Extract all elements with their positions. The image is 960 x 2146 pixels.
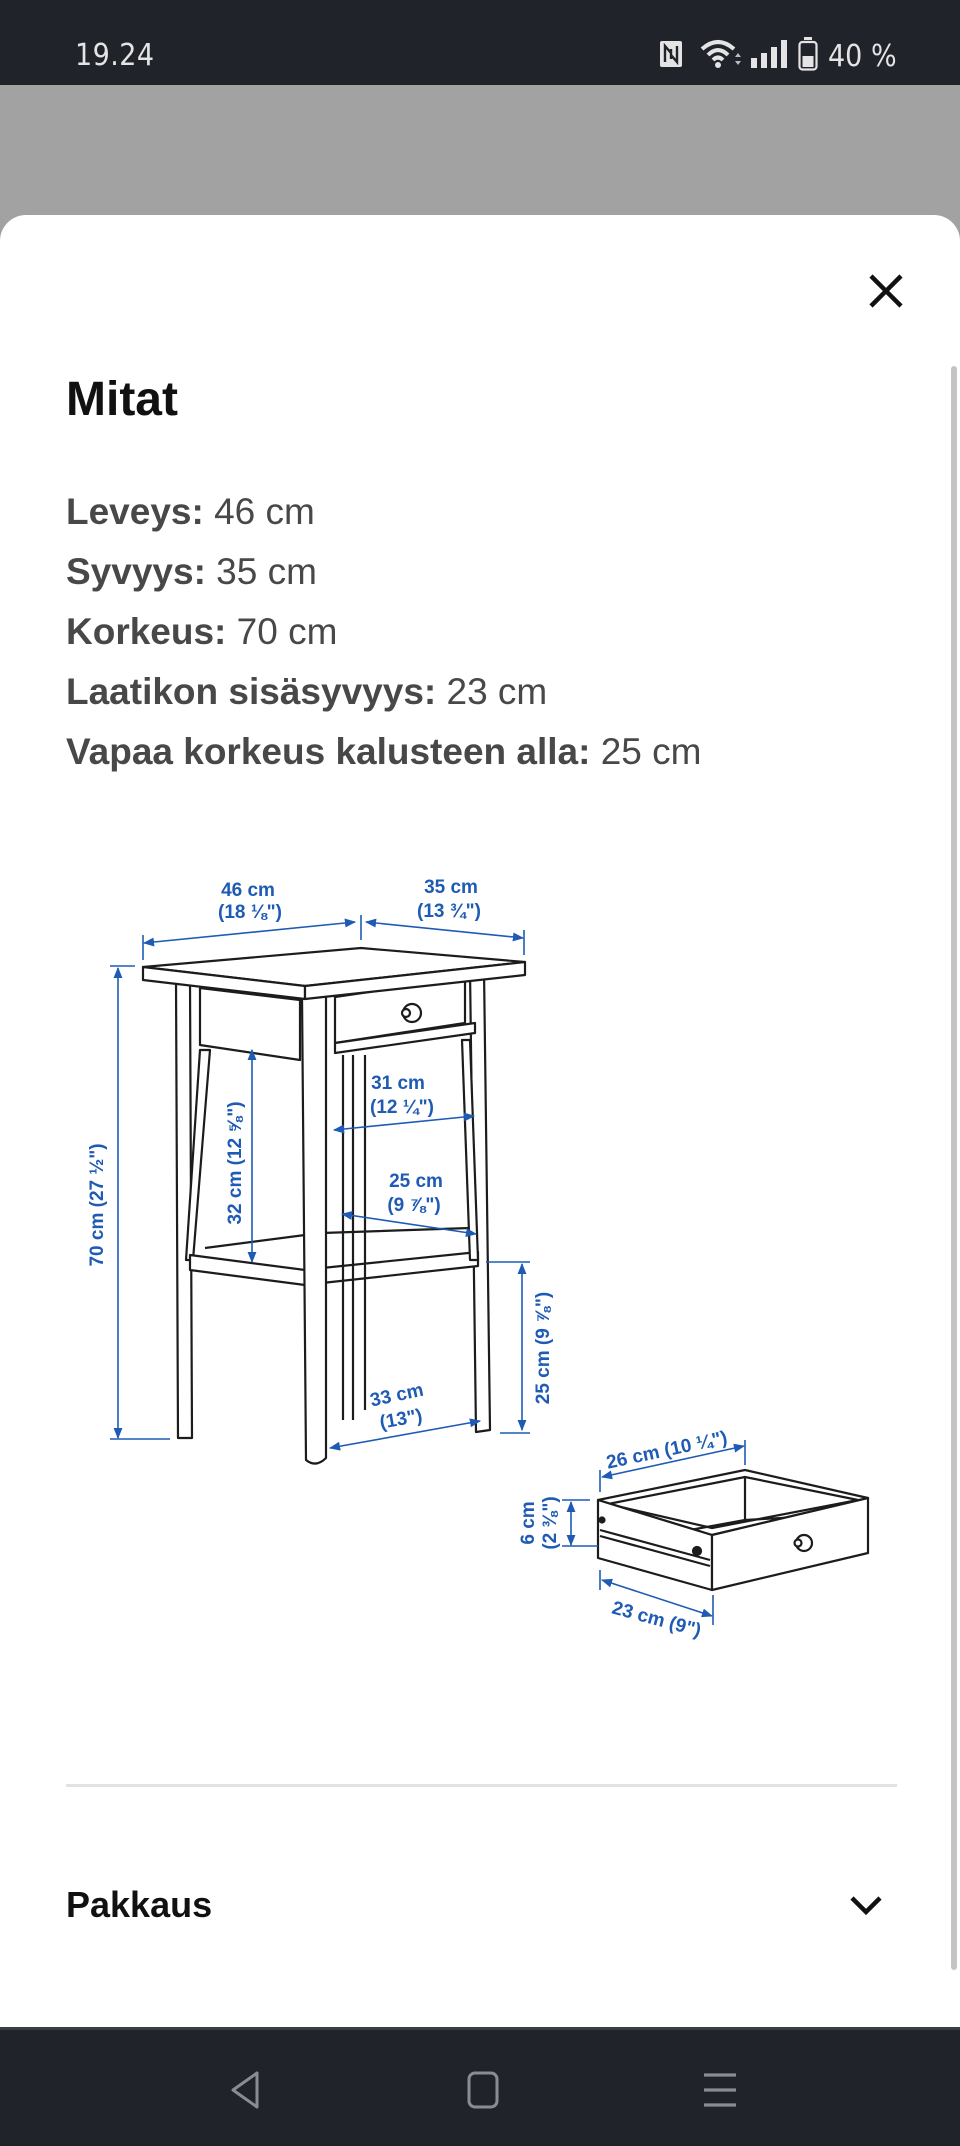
drawer-height-label: 6 cm (518, 1501, 539, 1545)
leg-span-inch-label: (13") (378, 1405, 424, 1434)
battery-icon (798, 37, 818, 76)
status-icons (660, 38, 904, 74)
home-icon (467, 2071, 499, 2109)
leg-span-label: 33 cm (368, 1379, 426, 1412)
dimension-item (66, 662, 702, 722)
dimension-value: 35 cm (216, 551, 317, 592)
inner-shelf-inch-label: (9 ⅞") (387, 1195, 441, 1216)
status-bar (0, 0, 960, 85)
wifi-icon (700, 39, 742, 74)
signal-icon (750, 40, 790, 73)
drawer-drawing (598, 1470, 868, 1590)
width-label: 46 cm (221, 880, 275, 901)
drawer-depth-label: 23 cm (9") (609, 1597, 704, 1642)
chevron-down-icon (849, 1894, 883, 1916)
shelf-gap-label: 32 cm (12 ⅝") (225, 1101, 246, 1225)
nfc-icon (660, 41, 682, 72)
dimension-item (66, 722, 702, 782)
dimension-label: Vapaa korkeus kalusteen alla: (66, 731, 591, 772)
height-label: 70 cm (27 ½") (87, 1143, 108, 1267)
width-inch-label: (18 ⅛") (218, 902, 282, 923)
dimension-value: 23 cm (446, 671, 548, 712)
home-button[interactable] (458, 2065, 508, 2115)
dimension-value: 70 cm (236, 611, 338, 652)
drawer-width-label: 26 cm (10 ¼") (604, 1427, 730, 1474)
inner-shelf-label: 25 cm (389, 1171, 443, 1192)
scrollbar[interactable] (951, 366, 957, 1970)
back-icon (229, 2071, 261, 2109)
depth-label: 35 cm (424, 877, 478, 898)
clearance-label: 25 cm (9 ⅞") (533, 1291, 554, 1405)
section-divider (66, 1784, 897, 1787)
drawer-height-inch-label: (2 ⅜") (540, 1496, 561, 1550)
dimension-label: Korkeus: (66, 611, 227, 652)
inner-upper-label: 31 cm (371, 1073, 425, 1094)
dimension-value: 25 cm (600, 731, 702, 772)
dimension-diagram (60, 830, 900, 1680)
dimension-label: Syvyys: (66, 551, 206, 592)
nightstand-drawing (143, 948, 525, 1464)
depth-inch-label: (13 ¾") (417, 901, 481, 922)
dimension-item (66, 542, 702, 602)
dimensions-list (66, 482, 702, 782)
close-button[interactable] (858, 263, 914, 319)
status-time: 19.24 (75, 38, 155, 73)
recents-button[interactable] (695, 2065, 745, 2115)
page-title: Mitat (66, 373, 178, 426)
dimension-value: 46 cm (214, 491, 315, 532)
dimension-label: Leveys: (66, 491, 204, 532)
dimension-label: Laatikon sisäsyvyys: (66, 671, 437, 712)
inner-upper-inch-label: (12 ¼") (370, 1097, 434, 1118)
close-icon (868, 273, 904, 309)
modal-backdrop[interactable] (0, 85, 960, 215)
packaging-accordion[interactable] (66, 1860, 897, 1950)
accordion-title: Pakkaus (66, 1884, 213, 1925)
system-nav-bar (0, 2027, 960, 2146)
dimension-item (66, 482, 702, 542)
battery-percent: 40 % (828, 38, 897, 74)
recents-icon (702, 2071, 738, 2109)
dimension-item (66, 602, 702, 662)
back-button[interactable] (220, 2065, 270, 2115)
